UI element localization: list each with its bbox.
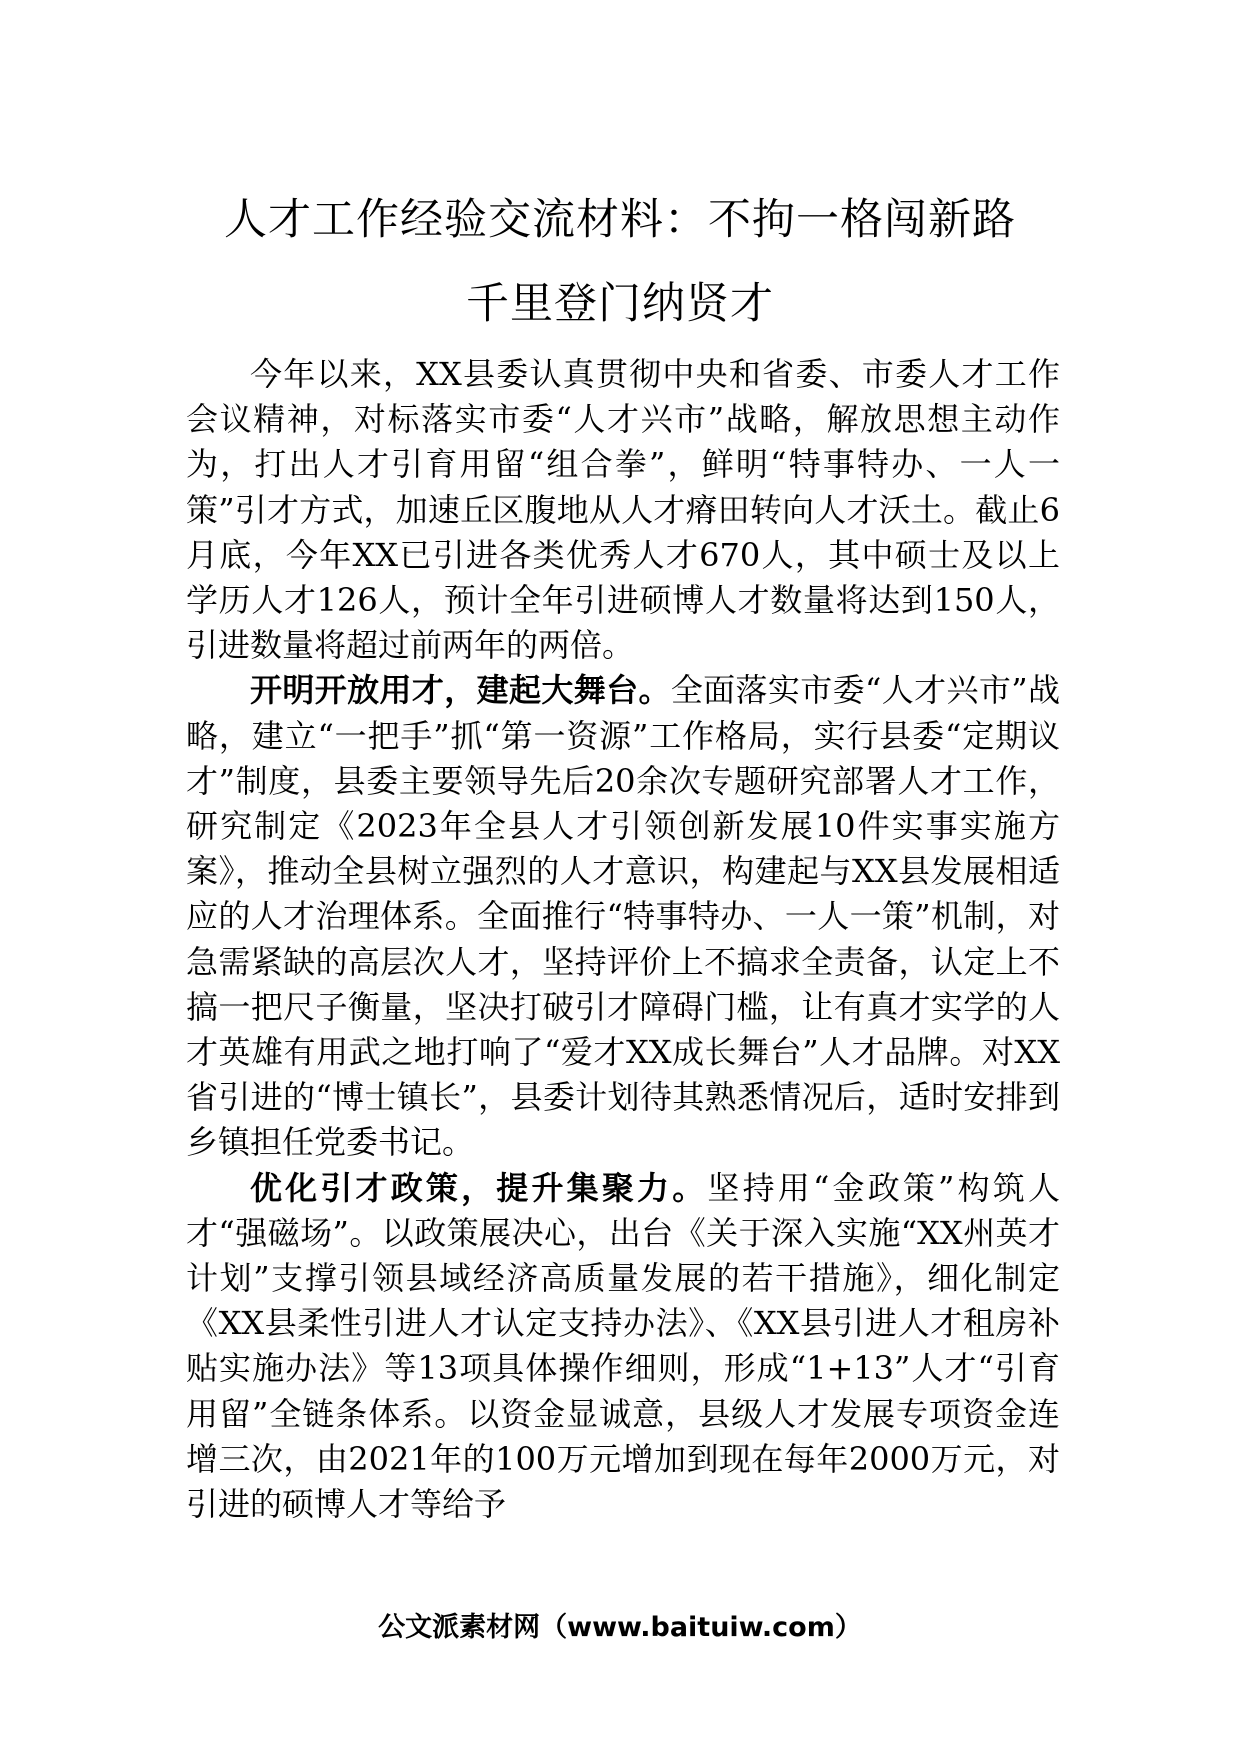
paragraph-section-1-heading: 开明开放用才，建起大舞台。	[250, 671, 671, 710]
paragraph-intro-text: 今年以来，XX县委认真贯彻中央和省委、市委人才工作会议精神，对标落实市委“人才兴市”战略，解放思想主动作为，打出人才引育用留“组合拳”，鲜明“特事特办、一人一策”引才方式，加速丘区腹地从人才瘠田转向人才沃土。截止6月底，今年XX已引进各类优秀人才670人，其中硕士及以上学历人才126人，预计全年引进硕博人才数量将达到150人，引进数量将超过前两年的两倍。	[186, 355, 1060, 665]
paragraph-section-1-text: 全面落实市委“人才兴市”战略，建立“一把手”抓“第一资源”工作格局，实行县委“定期议才”制度，县委主要领导先后20余次专题研究部署人才工作，研究制定《2023年全县人才引领创新发展10件实事实施方案》，推动全县树立强烈的人才意识，构建起与XX县发展相适应的人才治理体系。全面推行“特事特办、一人一策”机制，对急需紧缺的高层次人才，坚持评价上不搞求全责备，认定上不搞一把尺子衡量，坚决打破引才障碍门槛，让有真才实学的人才英雄有用武之地打响了“爱才XX成长舞台”人才品牌。对XX省引进的“博士镇长”，县委计划待其熟悉情况后，适时安排到乡镇担任党委书记。	[186, 671, 1060, 1162]
paragraph-section-1	[186, 668, 1060, 1165]
page-footer-watermark: 公文派素材网（www.baituiw.com）	[378, 1612, 862, 1643]
paragraph-section-2-heading: 优化引才政策，提升集聚力。	[250, 1168, 708, 1207]
document-title-line-1: 人才工作经验交流材料：不拘一格闯新路	[224, 195, 1016, 245]
document-body	[186, 352, 1060, 1527]
paragraph-section-2	[186, 1166, 1060, 1528]
paragraph-intro	[186, 352, 1060, 668]
document-title-line-2: 千里登门纳贤才	[466, 279, 774, 329]
paragraph-section-2-text: 坚持用“金政策”构筑人才“强磁场”。以政策展决心，出台《关于深入实施“XX州英才计划”支撑引领县域经济高质量发展的若干措施》，细化制定《XX县柔性引进人才认定支持办法》、《XX县引进人才租房补贴实施办法》等13项具体操作细则，形成“1+13”人才“引育用留”全链条体系。以资金显诚意，县级人才发展专项资金连增三次，由2021年的100万元增加到现在每年2000万元，对引进的硕博人才等给予	[186, 1168, 1060, 1524]
